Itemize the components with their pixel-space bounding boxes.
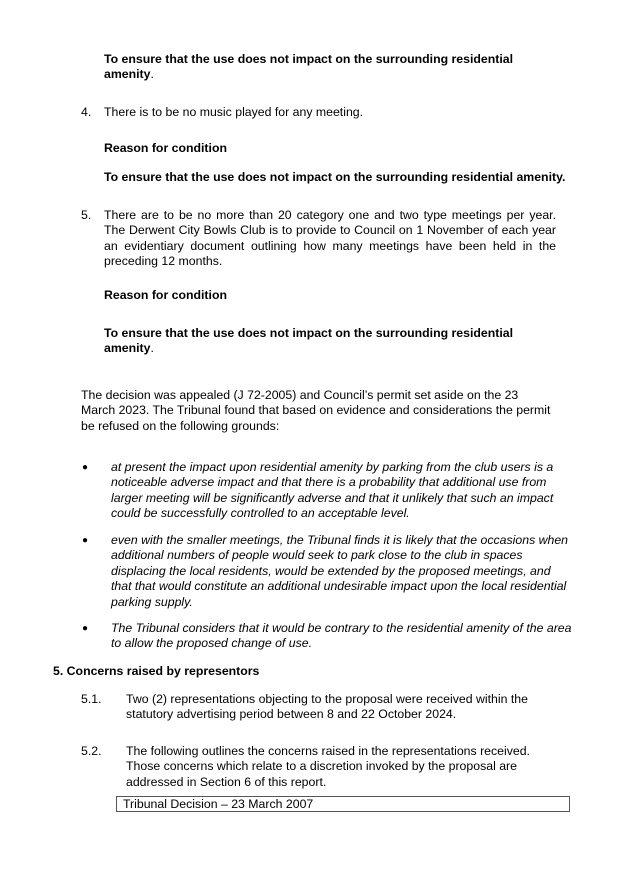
condition-3-reason: To ensure that the use does not impact on the surrounding residential amenity. [104, 52, 514, 82]
bullet-icon: ● [82, 535, 89, 546]
section-5-2-number: 5.2. [81, 744, 102, 758]
condition-4-number: 4. [81, 105, 92, 119]
condition-4-reason-heading: Reason for condition [104, 141, 227, 155]
section-5-1-text: Two (2) representations objecting to the proposal were received within the statutory advertising period between 8 and 22 October 2024. [126, 692, 528, 722]
ground-item: even with the smaller meetings, the Tribunal finds it is likely that the occasions when additional numbers of people would seek to park close to the club in spaces displacing the local residents, would be extended by the proposed meetings, and that that would constitute an additional undesirable impact upon the local residential parking supply. [111, 533, 569, 609]
ground-item: The Tribunal considers that it would be contrary to the residential amenity of the area to allow the proposed change of use. [111, 621, 572, 651]
condition-4-text: There is to be no music played for any meeting. [104, 105, 364, 119]
decision-paragraph: The decision was appealed (J 72-2005) and Council’s permit set aside on the 23 March 2023. The Tribunal found that based on evidence and considerations the permit be refused on the following grounds: [81, 388, 551, 433]
ground-item: at present the impact upon residential amenity by parking from the club users is a noticeable adverse impact and that there is a probability that additional use from larger meeting will be significantly adverse and that it unlikely that such an impact could be successfully controlled to an acceptable level. [111, 460, 554, 521]
section-5-2-text: The following outlines the concerns raised in the representations received. Those concerns which relate to a discretion invoked by the proposal are addressed in Section 6 of this report. [126, 744, 530, 789]
table-caption: Tribunal Decision – 23 March 2007 [116, 796, 570, 812]
condition-5-reason: To ensure that the use does not impact on the surrounding residential amenity. [104, 326, 514, 356]
condition-5-reason-heading: Reason for condition [104, 288, 227, 302]
bullet-icon: ● [82, 623, 89, 634]
condition-5-text: There are to be no more than 20 category one and two type meetings per year. The Derwent City Bowls Club is to provide to Council on 1 November of each year an evidentiary document outlining how many meetings have been held in the preceding 12 months. [104, 208, 556, 269]
condition-5-number: 5. [81, 208, 92, 222]
section-5-1-number: 5.1. [81, 692, 102, 706]
bullet-icon: ● [82, 462, 89, 473]
section-5-heading: 5. Concerns raised by representors [53, 664, 260, 678]
condition-4-reason: To ensure that the use does not impact on the surrounding residential amenity. [104, 170, 566, 184]
